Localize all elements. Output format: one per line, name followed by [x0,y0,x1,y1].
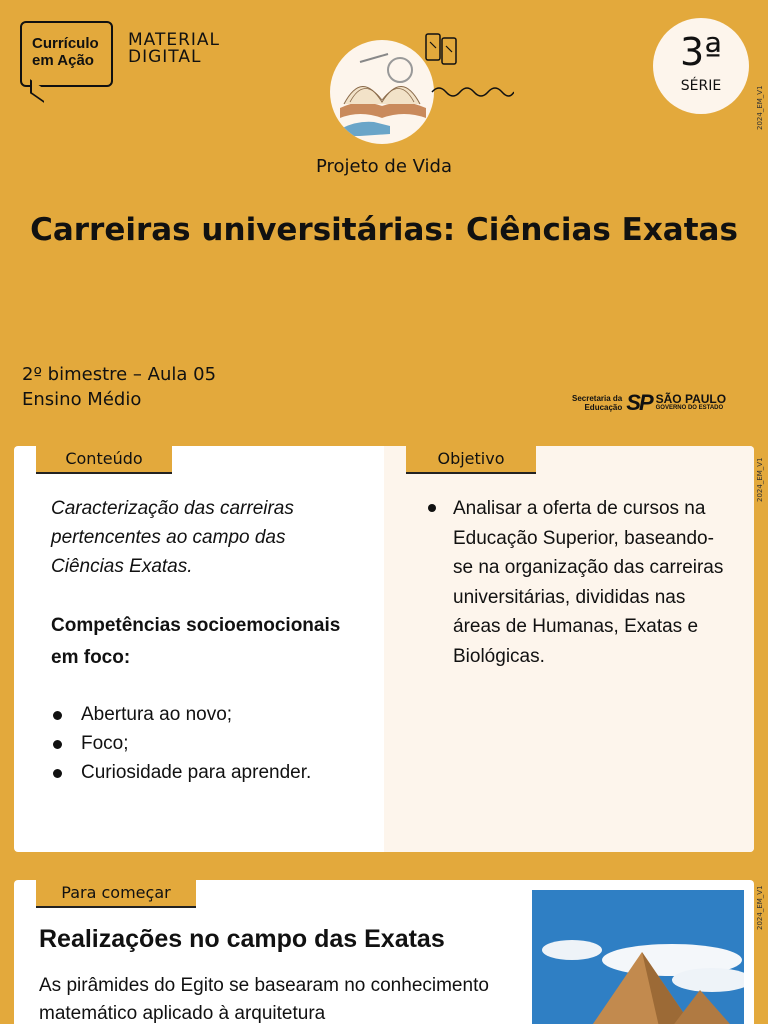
section-text: As pirâmides do Egito se basearam no conhecimento matemático aplicado à arquitetura [39,975,489,1024]
side-code-3: 2024_EM_V1 [756,885,764,930]
tab-para-comecar: Para começar [36,880,196,908]
book-hand-illustration [330,40,434,144]
content-objective-card [14,446,754,852]
level-label: Ensino Médio [22,389,142,410]
serie-number: 3ª [679,30,723,74]
sao-paulo-label [656,394,726,412]
list-item: Curiosidade para aprender. [51,758,311,787]
pyramids-photo [532,890,744,1024]
serie-badge [653,18,749,114]
sp-mark: SP [626,390,652,415]
competencias-list [51,700,311,787]
government-logo [572,390,726,416]
bimestre-label: 2º bimestre – Aula 05 [22,364,217,385]
wave-decoration-icon [430,82,514,102]
material-digital-logo [128,32,220,66]
objective-list [424,494,724,671]
subject-label: Projeto de Vida [315,156,453,177]
list-item: Foco; [51,729,311,758]
book-hand-icon [330,40,434,144]
page-title: Carreiras universitárias: Ciências Exatas [30,212,738,248]
sao-paulo-text: SÃO PAULO [655,392,727,406]
lesson-info [22,362,216,412]
tab-objetivo: Objetivo [406,446,536,474]
curriculo-em-acao-logo [20,21,113,87]
list-item: Abertura ao novo; [51,700,311,729]
secretaria-line2: Educação [584,403,623,412]
speech-tail-icon [30,79,44,103]
content-description: Caracterização das carreiras pertencentes ao campo das Ciências Exatas. [51,498,294,577]
logo-curriculo-line2: em Ação [32,52,94,69]
serie-label: SÉRIE [680,78,722,94]
logo-curriculo-line1: Currículo [32,35,99,52]
logo-material-line1: MATERIAL [128,30,221,50]
governo-text: GOVERNO DO ESTADO [655,405,724,411]
side-code-2: 2024_EM_V1 [756,457,764,502]
section-title: Realizações no campo das Exatas [39,925,445,953]
para-comecar-card [14,880,754,1024]
secretaria-line1: Secretaria da [572,394,623,403]
objective-item: Analisar a oferta de cursos na Educação Superior, baseando-se na organização das carreiras universitárias, divididas nas áreas de Humanas, Exatas e Biológicas. [424,494,724,671]
side-code-1: 2024_EM_V1 [756,85,764,130]
tab-conteudo: Conteúdo [36,446,172,474]
logo-material-line2: DIGITAL [128,47,202,67]
secretaria-label [572,394,622,412]
competencias-title: Competências socioemocionais em foco: [51,615,341,668]
phone-icon [424,32,460,66]
